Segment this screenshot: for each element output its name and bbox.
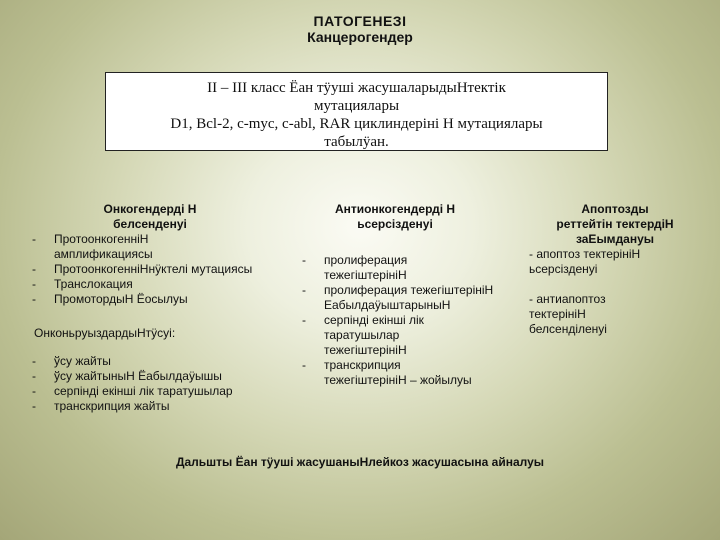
column-antioncogenes-heading	[295, 202, 495, 232]
list-item: - Транслокация	[30, 277, 295, 292]
heading-line: белсенденуі	[113, 217, 187, 231]
list-item: - транскрипция тежегіштерініН – жойылуы	[300, 358, 484, 388]
oncogene-mechanisms-list	[30, 232, 295, 307]
page-title: ПАТОГЕНЕЗІ	[313, 13, 407, 29]
list-item: - ўсу жайты	[30, 354, 295, 369]
column-oncogenes-heading	[0, 202, 300, 232]
summary-box	[105, 72, 608, 151]
list-item: - пролиферация тежегіштерініН ЕабылдаÿыштарыныН	[300, 283, 494, 313]
heading-line: реттейтін тектердіН	[556, 217, 674, 231]
column-oncogenes	[30, 202, 295, 414]
list-item: - ПротоонкогенніН амплификациясы	[30, 232, 244, 262]
summary-line-2: мутациялары	[313, 98, 400, 114]
heading-line: Апоптозды	[581, 202, 649, 216]
heading-line: заЕымдануы	[575, 232, 655, 246]
list-item: - серпінді екінші лік таратушылар тежегіштерініН	[300, 313, 474, 358]
column-antioncogenes	[300, 202, 494, 388]
list-item: - транскрипция жайты	[30, 399, 295, 414]
list-item: - ўсу жайтыныН Ëабылдаÿышы	[30, 369, 295, 384]
apoptosis-item: - апоптоз тектерініН ьсерсізденуі	[529, 247, 641, 276]
heading-line: ьсерсізденуі	[357, 217, 433, 231]
apoptosis-item: - антиапоптоз тектерініН белсенділенуі	[529, 292, 607, 336]
list-item: - ПромотордыН Ëосылуы	[30, 292, 295, 307]
list-item: - ПротоонкогенніНнÿктелі мутациясы	[30, 262, 254, 277]
column-apoptosis	[525, 202, 705, 337]
page-subtitle: Канцерогендер	[307, 29, 413, 45]
footer-text: Дальшты Ëан тÿуші жасушаныНлейкоз жасушасына айналуы	[175, 455, 545, 469]
antioncogene-list	[300, 253, 494, 388]
heading-line: Антионкогендерді Н	[334, 202, 456, 216]
oncoproteins-subheading: ОнконьруыздардыНтÿсуі:	[34, 326, 176, 340]
list-item: - пролиферация тежегіштерініН	[300, 253, 464, 283]
heading-line: Онкогендерді Н	[103, 202, 197, 216]
summary-line-3: D1, Bcl-2, c-myc, c-abl, RAR циклиндеріні Н мутациялары	[170, 116, 543, 132]
oncoproteins-list	[30, 354, 295, 414]
summary-line-4: табылÿан.	[324, 134, 389, 150]
list-item: - серпінді екінші лік таратушылар	[30, 384, 295, 399]
summary-line-1: II – III класс Ëан тÿуші жасушаларыдыНтектік	[207, 80, 506, 96]
column-apoptosis-heading	[525, 202, 705, 247]
